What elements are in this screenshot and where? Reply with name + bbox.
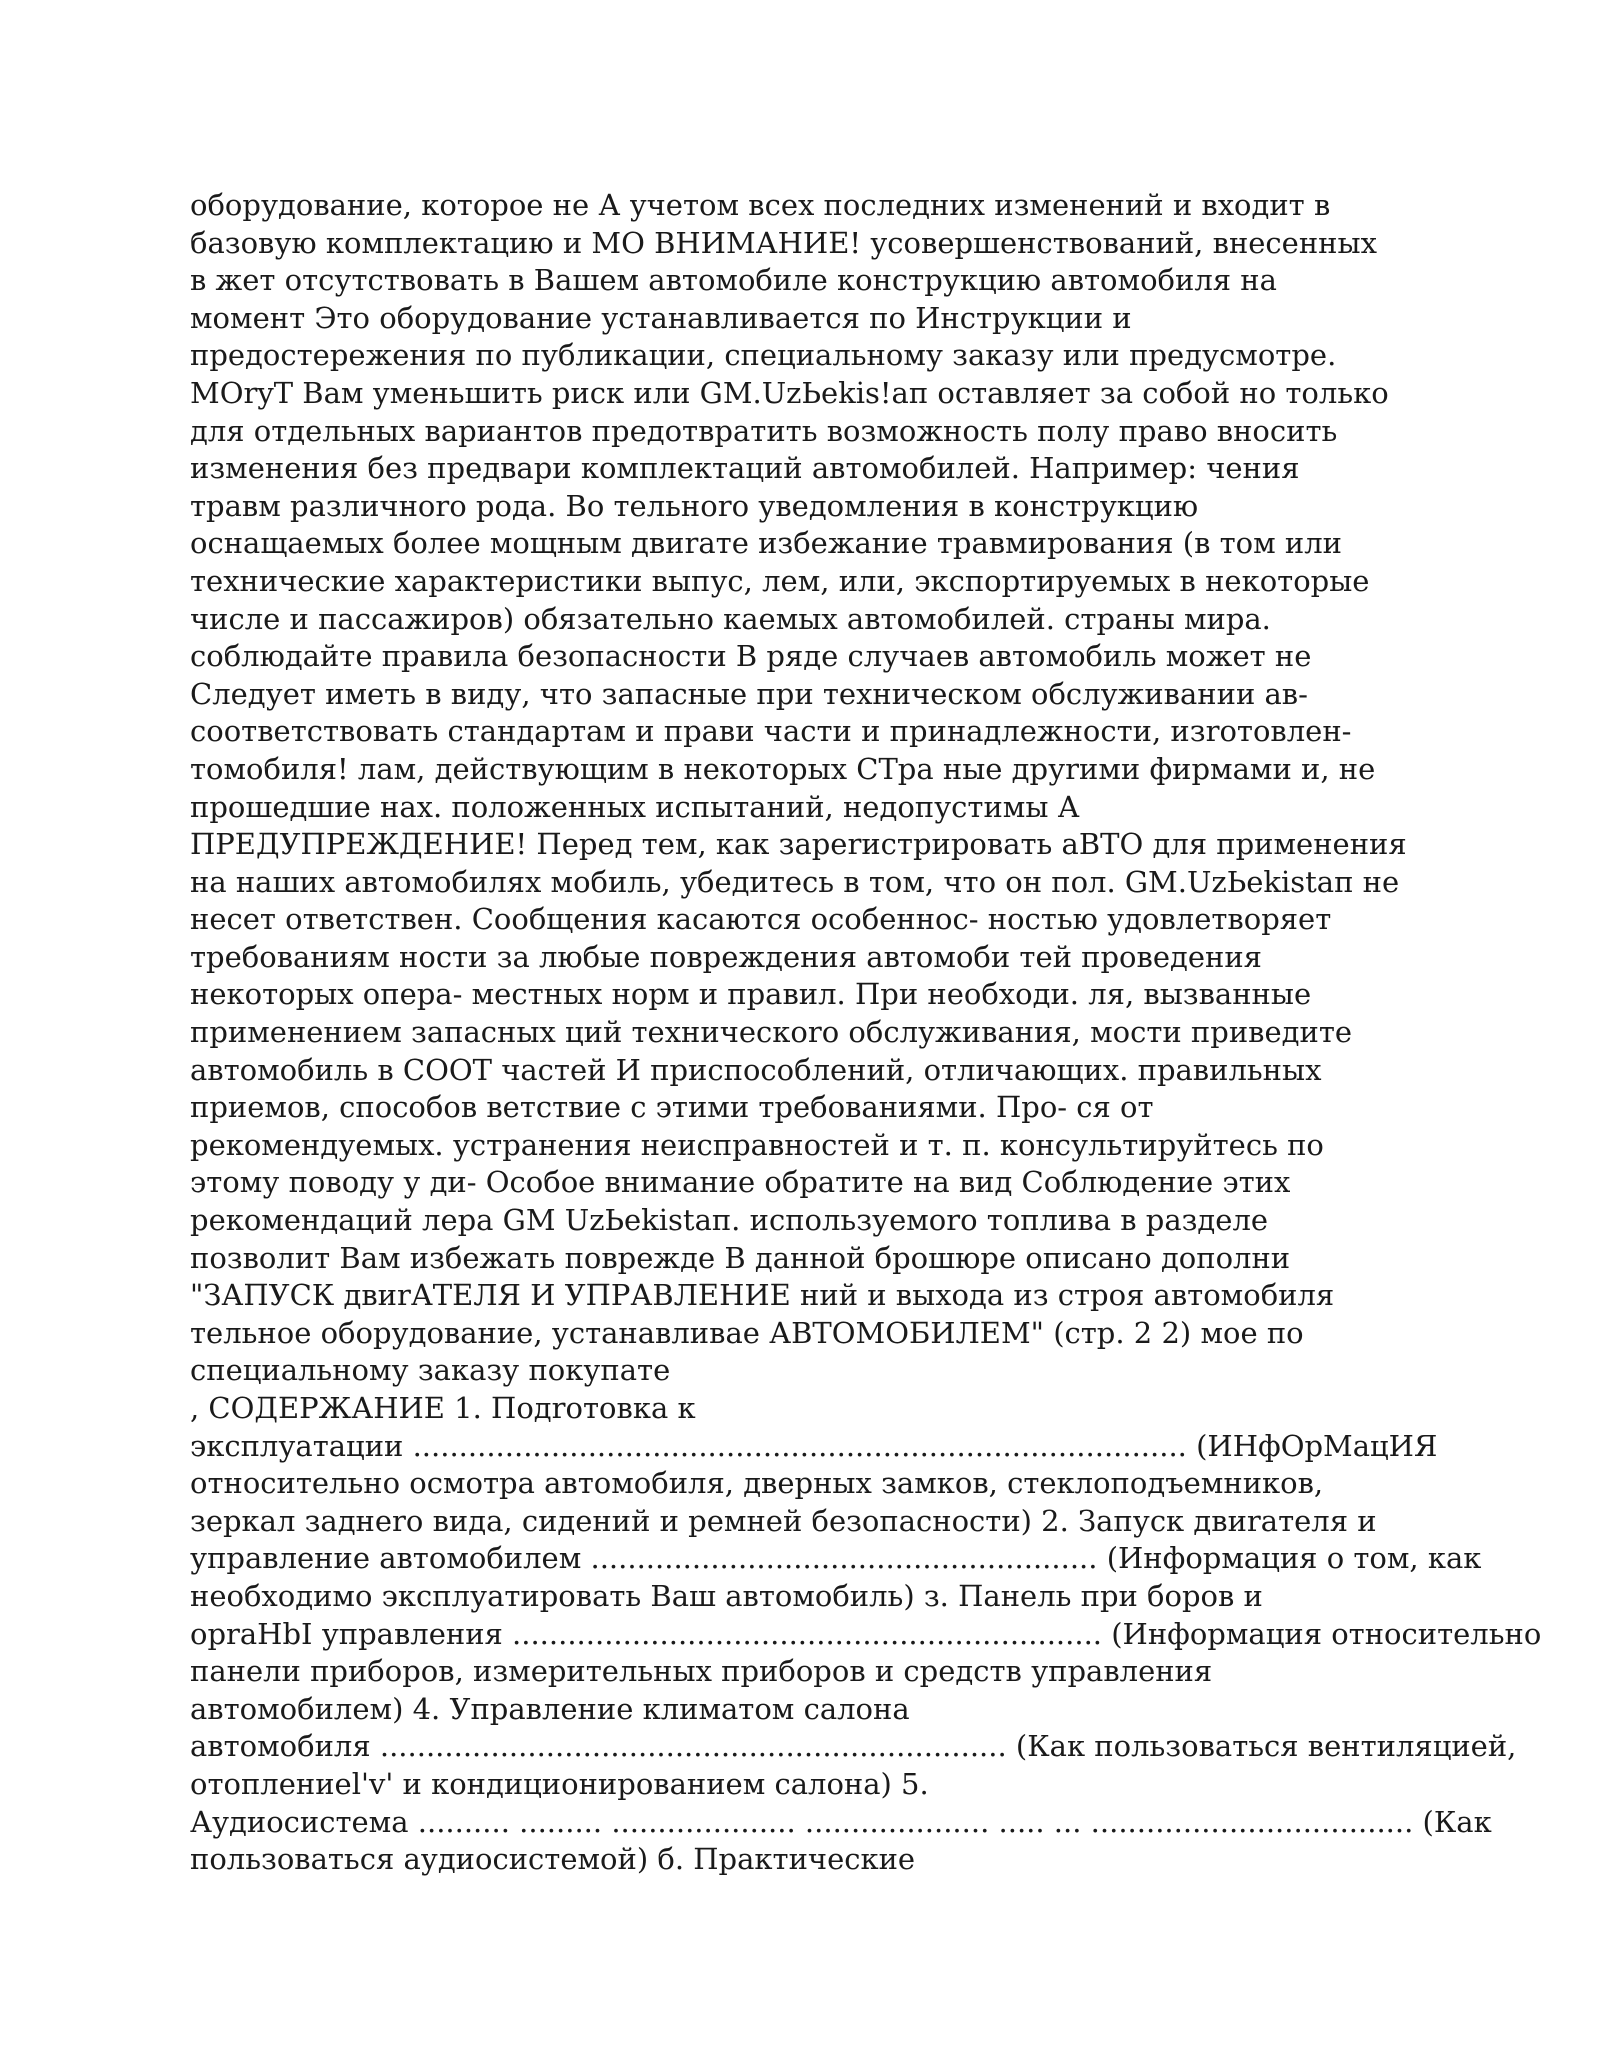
- text-line: изменения без предвари комплектаций автомобилей. Например: чения: [190, 451, 1300, 486]
- text-line: технические характеристики выпус, лем, или, экспортируемых в некоторые: [190, 563, 1370, 598]
- text-line: оборудование, которое не А учетом всех последних изменений и входит в: [190, 188, 1331, 222]
- text-line: соответствовать стандартам и прави части и принадлежности, изrотовлен-: [190, 714, 1352, 749]
- text-line: требованиям ности за любые повреждения автомоби тей проведения: [190, 939, 1262, 974]
- text-line: базовую комплектацию и МО ВНИМАНИЕ! усовершенствований, внесенных: [190, 225, 1377, 260]
- text-line: Следует иметь в виду, что запасные при техническом обслуживании ав-: [190, 676, 1308, 711]
- text-line: относительно осмотра автомобиля, дверных замков, стеклоподъемников,: [190, 1466, 1324, 1501]
- text-line: эксплуатации .................................................................................... (ИНфОрМацИЯ: [190, 1428, 1438, 1463]
- text-line: томобиля! лам, действующим в некоторых СТра ные друrими фирмами и, не: [190, 751, 1376, 786]
- text-line: этому поводу у ди- Особое внимание обратите на вид Соблюдение этих: [190, 1165, 1291, 1200]
- text-line: на наших автомобилях мобиль, убедитесь в том, что он пол. GM.UzЬekistaп не: [190, 864, 1400, 899]
- text-line: в жет отсутствовать в Вашем автомобиле конструкцию автомобиля на: [190, 263, 1277, 298]
- text-line: рекомендуемых. устранения неисправностей и т. п. консультируйтесь по: [190, 1127, 1324, 1162]
- text-line: тельное оборудование, устанавливае АВТОМОБИЛЕМ" (стр. 2 2) мое по: [190, 1315, 1304, 1350]
- text-line: оpraHbI управления ................................................................ (Информация относительно: [190, 1616, 1542, 1651]
- text-line: соблюдайте правила безопасности В ряде случаев автомобиль может не: [190, 639, 1312, 674]
- text-line: некоторых опера- местных норм и правил. При необходи. ля, вызванные: [190, 977, 1312, 1012]
- text-line: , СОДЕРЖАНИЕ 1. Подrотовка к: [190, 1391, 696, 1425]
- text-line: МОryТ Вам уменьшить риск или GM.UzЬekis!aп оставляет за собой но только: [190, 375, 1389, 410]
- text-line: "ЗАПУСК двиrАТЕЛЯ И УПРАВЛЕНИЕ ний и выхода из строя автомобиля: [190, 1278, 1335, 1313]
- text-line: применением запасных ций техническоrо обслуживания, мости приведите: [190, 1015, 1353, 1050]
- text-line: отоплениеl'v' и кондиционированием салона) 5.: [190, 1766, 929, 1801]
- text-line: Аудиосистема .......... ......... .................... .................... ..... ... ................................... (Как: [190, 1804, 1492, 1839]
- text-line: оснащаемых более мощным двиrате избежание травмирования (в том или: [190, 526, 1342, 561]
- document-text: [190, 187, 1542, 1879]
- text-line: специальному заказу покупате: [190, 1353, 671, 1388]
- text-line: травм различноrо рода. Во тельноrо уведомления в конструкцию: [190, 488, 1199, 523]
- text-line: автомобиля .................................................................... (Как пользоваться вентиляцией,: [190, 1729, 1517, 1764]
- text-line: автомобилем) 4. Управление климатом салона: [190, 1691, 910, 1726]
- text-line: рекомендаций лера GM UzЬekistaп. используемоrо топлива в разделе: [190, 1203, 1269, 1238]
- text-line: позволит Вам избежать поврежде В данной брошюре описано дополни: [190, 1240, 1291, 1275]
- text-line: предостережения по публикации, специальному заказу или предусмотре.: [190, 338, 1337, 373]
- text-line: приемов, способов ветствие с этими требованиями. Про- ся от: [190, 1090, 1154, 1125]
- text-line: пользоваться аудиосистемой) б. Практические: [190, 1842, 916, 1877]
- text-line: зеркал заднеrо вида, сидений и ремней безопасности) 2. Запуск двиrателя и: [190, 1503, 1377, 1538]
- text-line: автомобиль в СООТ частей И приспособлений, отличающих. правильных: [190, 1052, 1322, 1087]
- text-line: панели приборов, измерительных приборов и средств управления: [190, 1654, 1213, 1689]
- text-line: управление автомобилем ....................................................... (Информация о том, как: [190, 1541, 1482, 1576]
- text-line: необходимо эксплуатировать Ваш автомобиль) з. Панель при боров и: [190, 1578, 1263, 1613]
- text-line: момент Это оборудование устанавливается по Инструкции и: [190, 300, 1132, 335]
- text-line: несет ответствен. Сообщения касаются особеннос- ностью удовлетворяет: [190, 902, 1332, 937]
- text-line: числе и пассажиров) обязательно каемых автомобилей. страны мира.: [190, 601, 1271, 636]
- text-line: для отдельных вариантов предотвратить возможность полу право вносить: [190, 413, 1338, 448]
- text-line: ПРЕДУПРЕЖДЕНИЕ! Перед тем, как зареrистрировать аВТО для применения: [190, 827, 1407, 862]
- text-line: прошедшие нах. положенных испытаний, недопустимы А: [190, 789, 1080, 824]
